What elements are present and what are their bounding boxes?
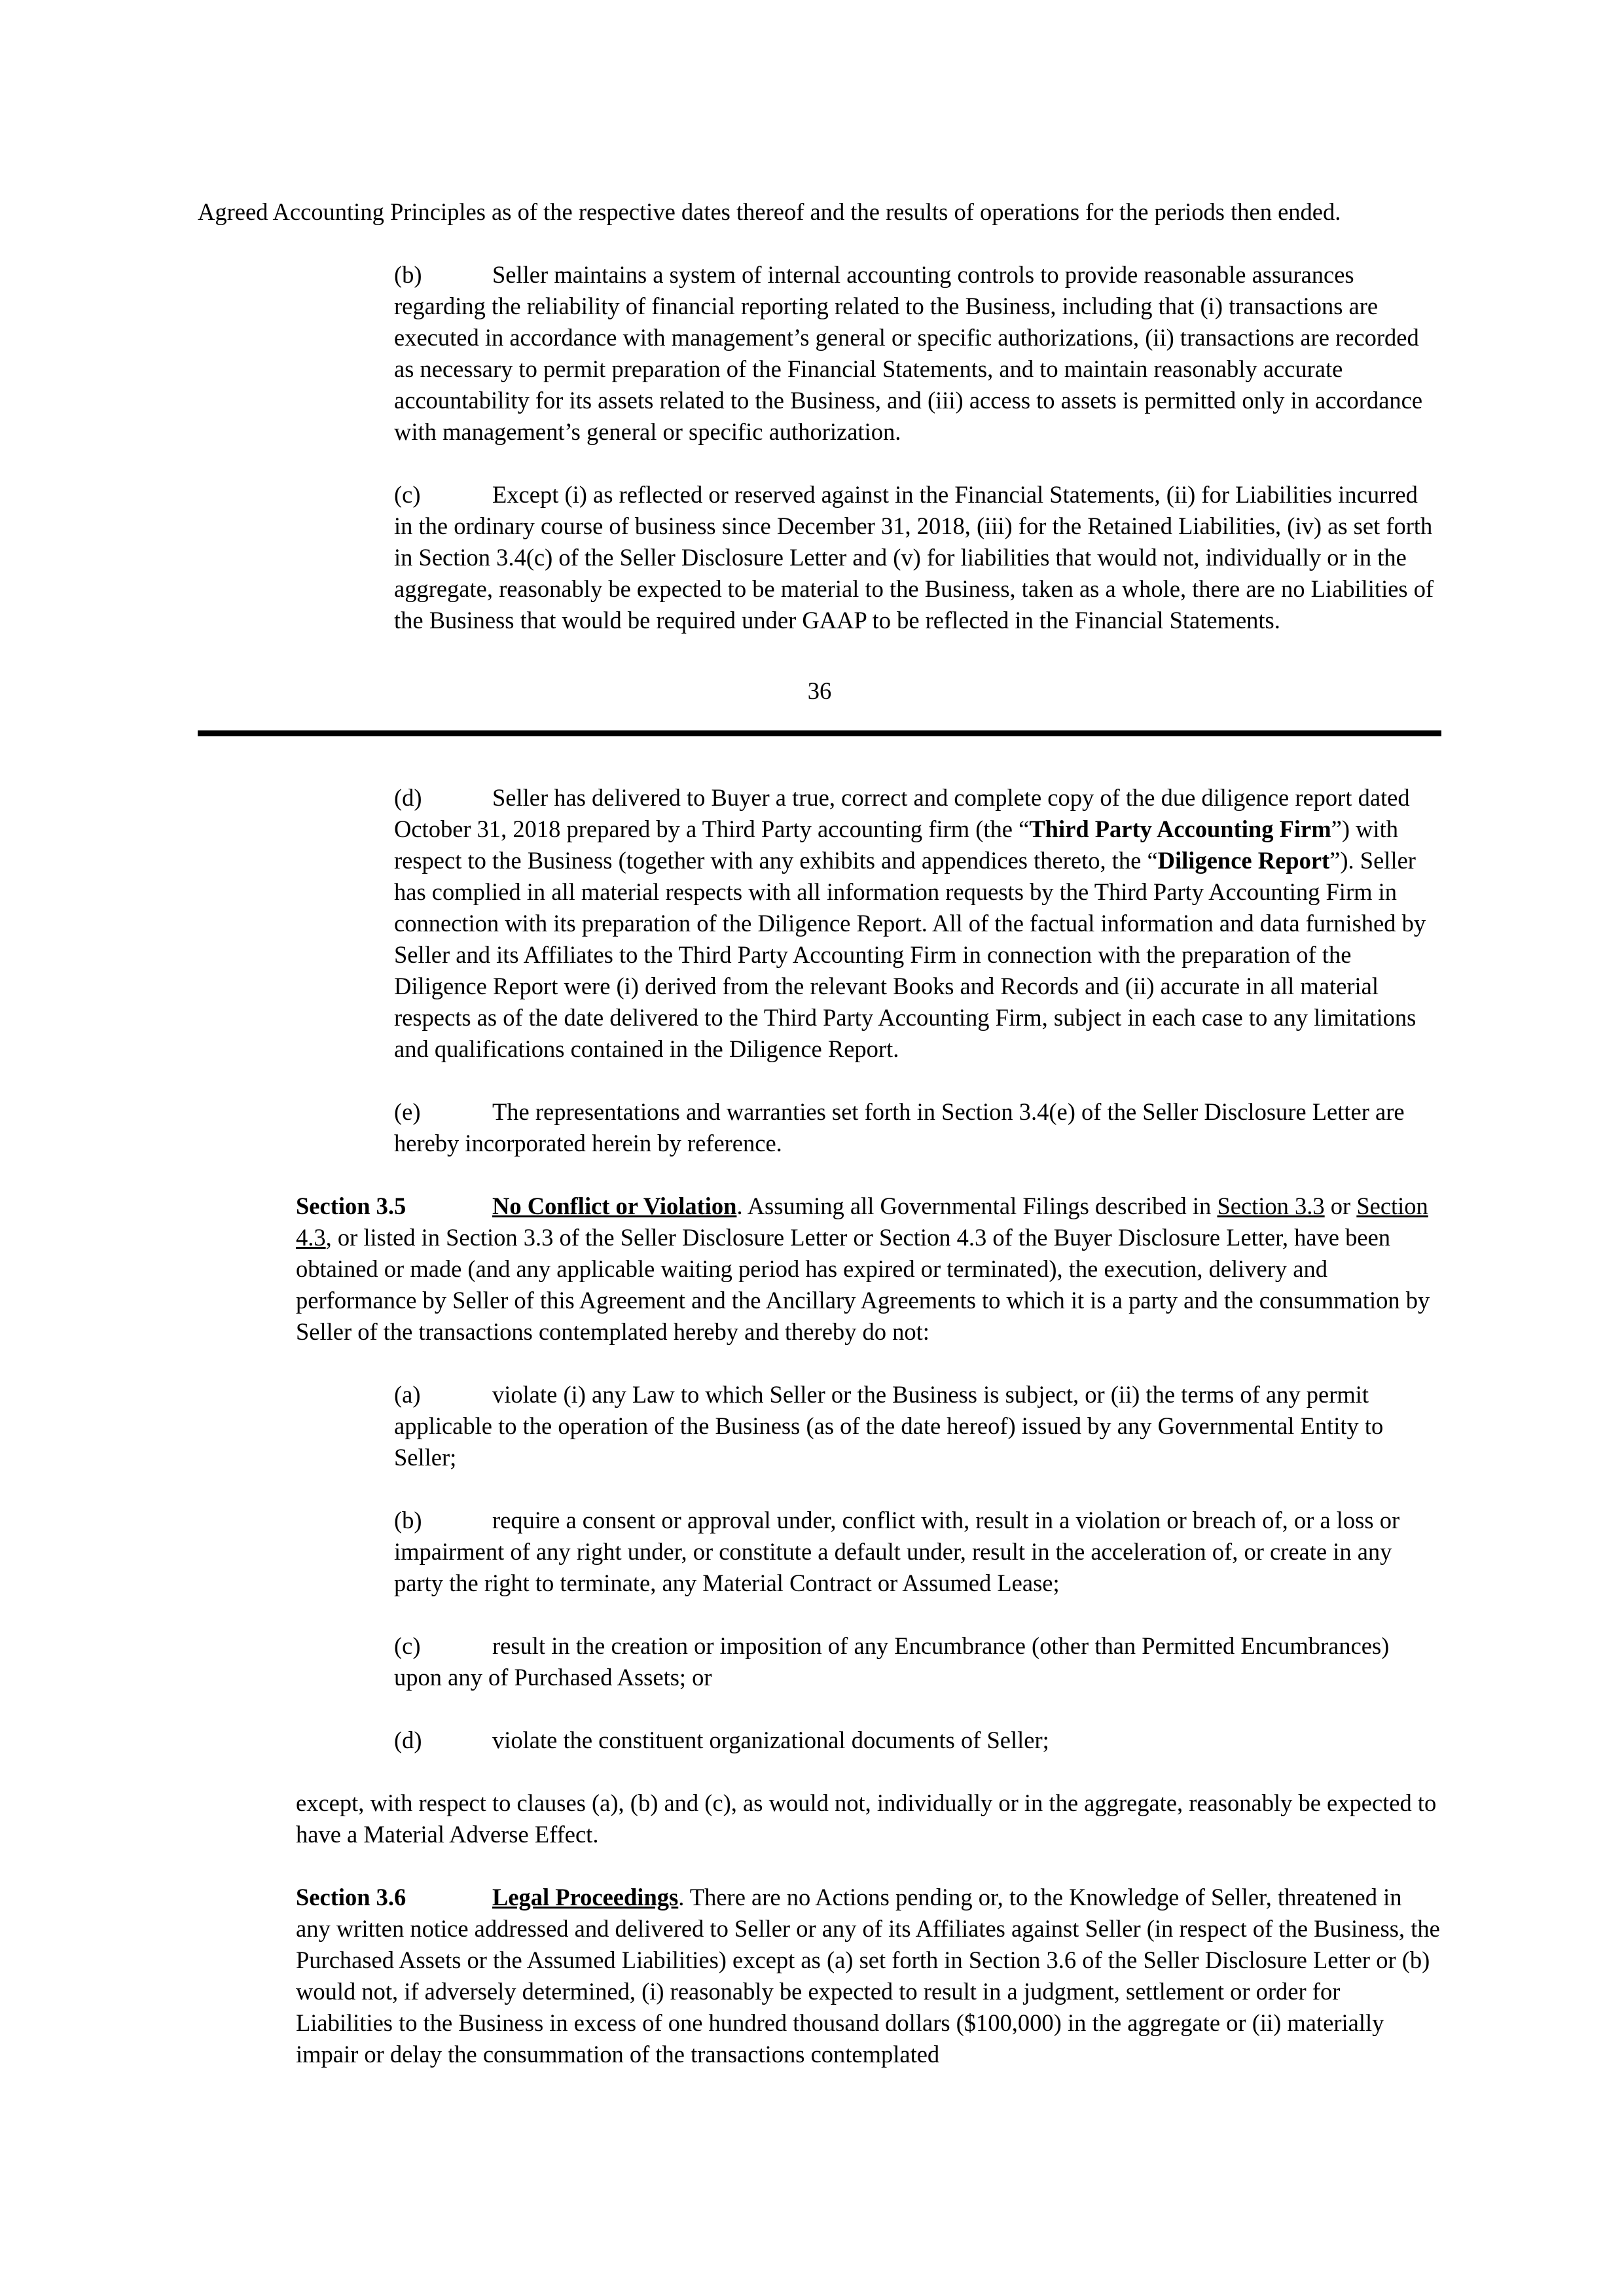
- clause-d-text: violate the constituent organizational documents of Seller;: [492, 1727, 1049, 1753]
- section-3-6: [198, 1882, 1441, 2070]
- section-4-3-reference: Section 4.3: [296, 1193, 1428, 1251]
- section-3-5-title: No Conflict or Violation: [492, 1193, 737, 1219]
- paragraph-e-text: The representations and warranties set forth in Section 3.4(e) of the Seller Disclosure Letter are hereby incorporated herein by reference.: [394, 1098, 1405, 1157]
- paragraph-b: [198, 259, 1441, 448]
- paragraph-c-text: Except (i) as reflected or reserved against in the Financial Statements, (ii) for Liabilities incurred in the ordinary course of business since December 31, 2018, (iii) for the Retained Liabilities, (iv) as set forth in Section 3.4(c) of the Seller Disclosure Letter and (v) for liabilities that would not, individually or in the aggregate, reasonably be expected to be material to the Business, taken as a whole, there are no Liabilities of the Business that would be required under GAAP to be reflected in the Financial Statements.: [394, 481, 1434, 634]
- section-3-6-number: Section 3.6: [296, 1884, 406, 1910]
- page-break-rule: [198, 730, 1441, 736]
- clause-d: [198, 1725, 1441, 1756]
- section-3-5-text-2: or: [1324, 1193, 1357, 1219]
- except-paragraph: except, with respect to clauses (a), (b) and (c), as would not, individually or in the aggregate, reasonably be expected to have a Material Adverse Effect.: [296, 1789, 1437, 1848]
- paragraph-d-text-2: ”) with respect to the Business (together with any exhibits and appendices thereto, the “: [394, 816, 1398, 874]
- clause-c-text: result in the creation or imposition of any Encumbrance (other than Permitted Encumbrances) upon any of Purchased Assets; or: [394, 1632, 1390, 1691]
- clause-a-label: (a): [394, 1381, 421, 1408]
- paragraph-d-text-3: ”). Seller has complied in all material respects with all information requests by the Third Party Accounting Firm in connection with its preparation of the Diligence Report. All of the factual information and data furnished by Seller and its Affiliates to the Third Party Accounting Firm in connection with the preparation of the Diligence Report were (i) derived from the relevant Books and Records and (ii) accurate in all material respects as of the date delivered to the Third Party Accounting Firm, subject in each case to any limitations and qualifications contained in the Diligence Report.: [394, 847, 1426, 1062]
- section-3-6-text: . There are no Actions pending or, to the Knowledge of Seller, threatened in any written notice addressed and delivered to Seller or any of its Affiliates against Seller (in respect of the Business, the Purchased Assets or the Assumed Liabilities) except as (a) set forth in Section 3.6 of the Seller Disclosure Letter or (b) would not, if adversely determined, (i) reasonably be expected to result in a judgment, settlement or order for Liabilities to the Business in excess of one hundred thousand dollars ($100,000) in the aggregate or (ii) materially impair or delay the consummation of the transactions contemplated: [296, 1884, 1440, 2068]
- clause-b-label: (b): [394, 1507, 422, 1534]
- defined-term-accounting-firm: Third Party Accounting Firm: [1029, 816, 1331, 842]
- section-3-5-text-3: , or listed in Section 3.3 of the Seller Disclosure Letter or Section 4.3 of the Buyer Disclosure Letter, have been obtained or made (and any applicable waiting period has expired or terminated), the execution, delivery and performance by Seller of this Agreement and the Ancillary Agreements to which it is a party and the consummation by Seller of the transactions contemplated hereby and thereby do not:: [296, 1224, 1430, 1345]
- paragraph-e: [198, 1096, 1441, 1159]
- clause-a-text: violate (i) any Law to which Seller or the Business is subject, or (ii) the terms of any permit applicable to the operation of the Business (as of the date hereof) issued by any Governmental Entity to Seller;: [394, 1381, 1384, 1471]
- defined-term-diligence-report: Diligence Report: [1157, 847, 1330, 874]
- paragraph-a-continued: Agreed Accounting Principles as of the respective dates thereof and the results of operations for the periods then ended.: [198, 198, 1341, 225]
- paragraph-d-text-1: Seller has delivered to Buyer a true, correct and complete copy of the due diligence report dated October 31, 2018 prepared by a Third Party accounting firm (the “: [394, 784, 1410, 842]
- section-3-6-title: Legal Proceedings: [492, 1884, 679, 1910]
- section-3-5: [198, 1191, 1441, 1348]
- clause-b-text: require a consent or approval under, conflict with, result in a violation or breach of, or a loss or impairment of any right under, or constitute a default under, result in the acceleration of, or create in any party the right to terminate, any Material Contract or Assumed Lease;: [394, 1507, 1400, 1596]
- clause-d-label: (d): [394, 1727, 422, 1753]
- document-page: [198, 196, 1441, 2070]
- clause-a: [198, 1379, 1441, 1473]
- paragraph-c: [198, 479, 1441, 636]
- paragraph-b-label: (b): [394, 261, 422, 288]
- clause-c-label: (c): [394, 1632, 421, 1659]
- page-number: 36: [807, 677, 832, 704]
- clause-c: [198, 1630, 1441, 1693]
- section-3-3-reference: Section 3.3: [1217, 1193, 1325, 1219]
- clause-b: [198, 1505, 1441, 1599]
- paragraph-d-label: (d): [394, 784, 422, 811]
- paragraph-c-label: (c): [394, 481, 421, 508]
- paragraph-e-label: (e): [394, 1098, 421, 1125]
- section-3-5-number: Section 3.5: [296, 1193, 406, 1219]
- paragraph-b-text: Seller maintains a system of internal accounting controls to provide reasonable assurances regarding the reliability of financial reporting related to the Business, including that (i) transactions are executed in accordance with management’s general or specific authorizations, (ii) transactions are recorded as necessary to permit preparation of the Financial Statements, and to maintain reasonably accurate accountability for its assets related to the Business, and (iii) access to assets is permitted only in accordance with management’s general or specific authorization.: [394, 261, 1423, 445]
- section-3-5-text-1: . Assuming all Governmental Filings described in: [736, 1193, 1218, 1219]
- paragraph-d: [198, 782, 1441, 1065]
